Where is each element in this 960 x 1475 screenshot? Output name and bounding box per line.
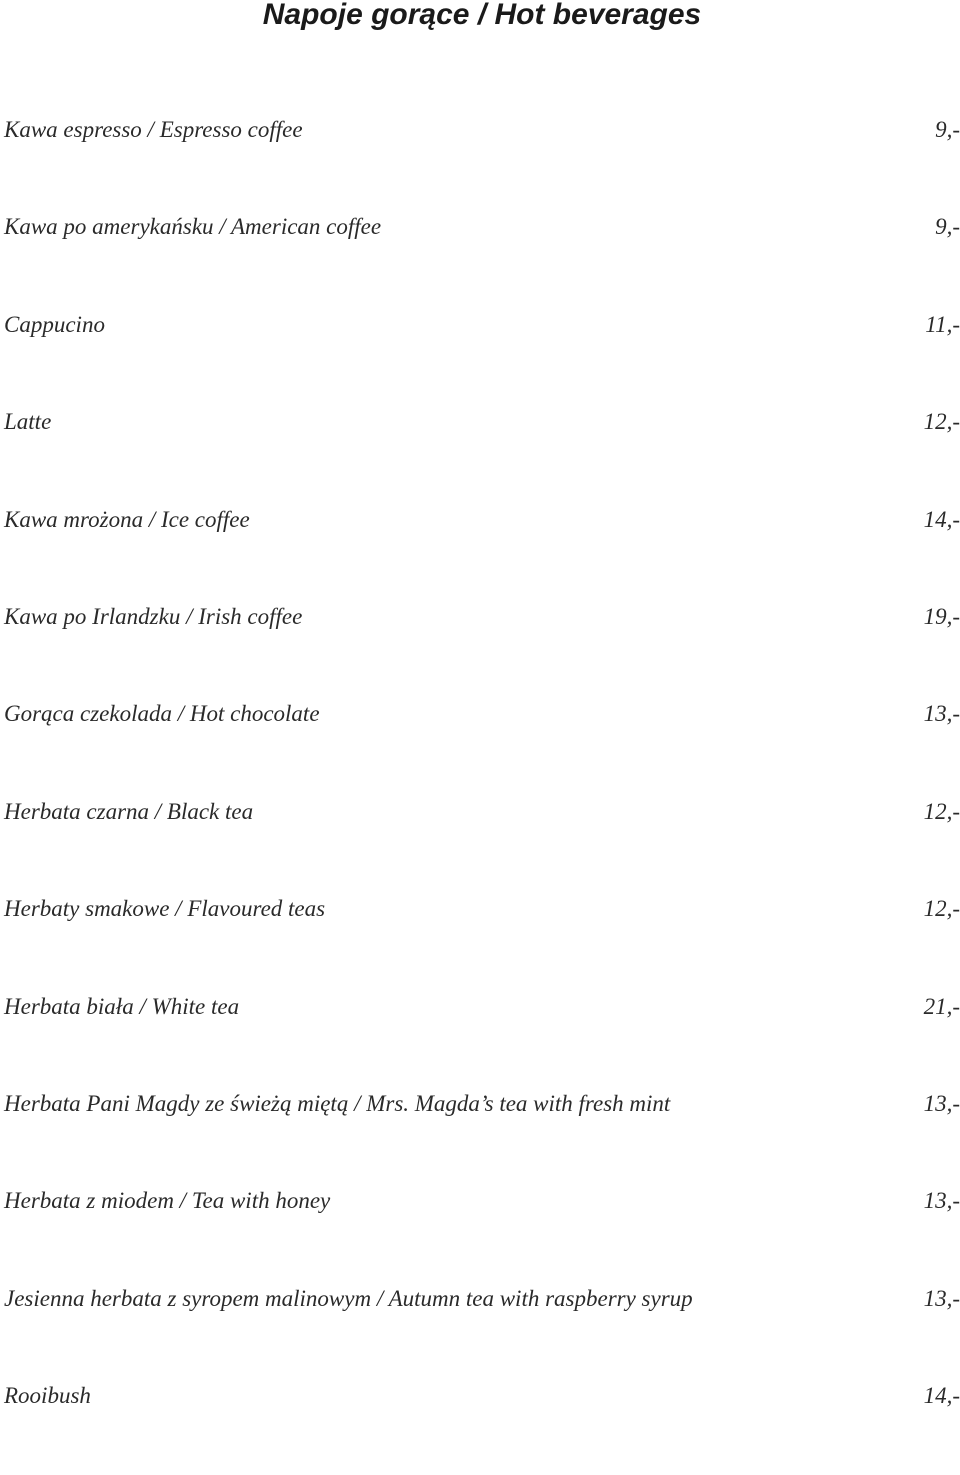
menu-item-rooibush [4,1378,960,1475]
item-name: Gorąca czekolada / Hot chocolate [4,701,320,727]
item-name: Herbata biała / White tea [4,993,240,1019]
item-price: 12,- [923,798,960,824]
item-name: Herbata Pani Magdy ze świeżą miętą / Mrs. Magda’s tea with fresh mint [4,1090,671,1116]
beverage-list [4,112,960,1475]
item-price: 12,- [923,896,960,922]
menu-item-hot-chocolate [4,696,960,793]
menu-item-american-coffee [4,209,960,306]
item-name: Kawa espresso / Espresso coffee [4,117,303,142]
item-price: 19,- [923,603,960,629]
item-price: 13,- [923,1285,960,1311]
item-name: Rooibush [4,1383,91,1409]
item-price: 14,- [923,506,960,532]
menu-item-white-tea [4,989,960,1086]
item-price: 13,- [923,1090,960,1116]
item-name: Kawa po amerykańsku / American coffee [4,214,382,240]
menu-item-black-tea [4,794,960,891]
menu-item-cappucino [4,307,960,404]
item-price: 21,- [923,993,960,1019]
menu-item-autumn-tea [4,1281,960,1378]
item-name: Latte [4,409,52,435]
item-name: Kawa po Irlandzku / Irish coffee [4,603,303,629]
menu-item-latte [4,404,960,501]
menu-item-honey-tea [4,1183,960,1280]
menu-item-espresso [4,112,960,209]
menu-item-flavoured-teas [4,891,960,988]
item-price: 13,- [923,701,960,727]
item-price: 11,- [925,311,960,337]
item-price: 12,- [923,409,960,435]
item-name: Herbata z miodem / Tea with honey [4,1188,331,1214]
item-name: Jesienna herbata z syropem malinowym / Autumn tea with raspberry syrup [4,1285,693,1311]
item-price: 13,- [923,1188,960,1214]
menu-item-mint-tea [4,1086,960,1183]
item-name: Herbata czarna / Black tea [4,798,254,824]
menu-item-ice-coffee [4,502,960,599]
item-price: 9,- [935,117,960,142]
item-name: Kawa mrożona / Ice coffee [4,506,250,532]
item-price: 14,- [923,1383,960,1409]
menu-title: Napoje gorące / Hot beverages [262,0,702,31]
item-name: Cappucino [4,311,105,337]
menu-item-irish-coffee [4,599,960,696]
item-name: Herbaty smakowe / Flavoured teas [4,896,326,922]
item-price: 9,- [935,214,960,240]
